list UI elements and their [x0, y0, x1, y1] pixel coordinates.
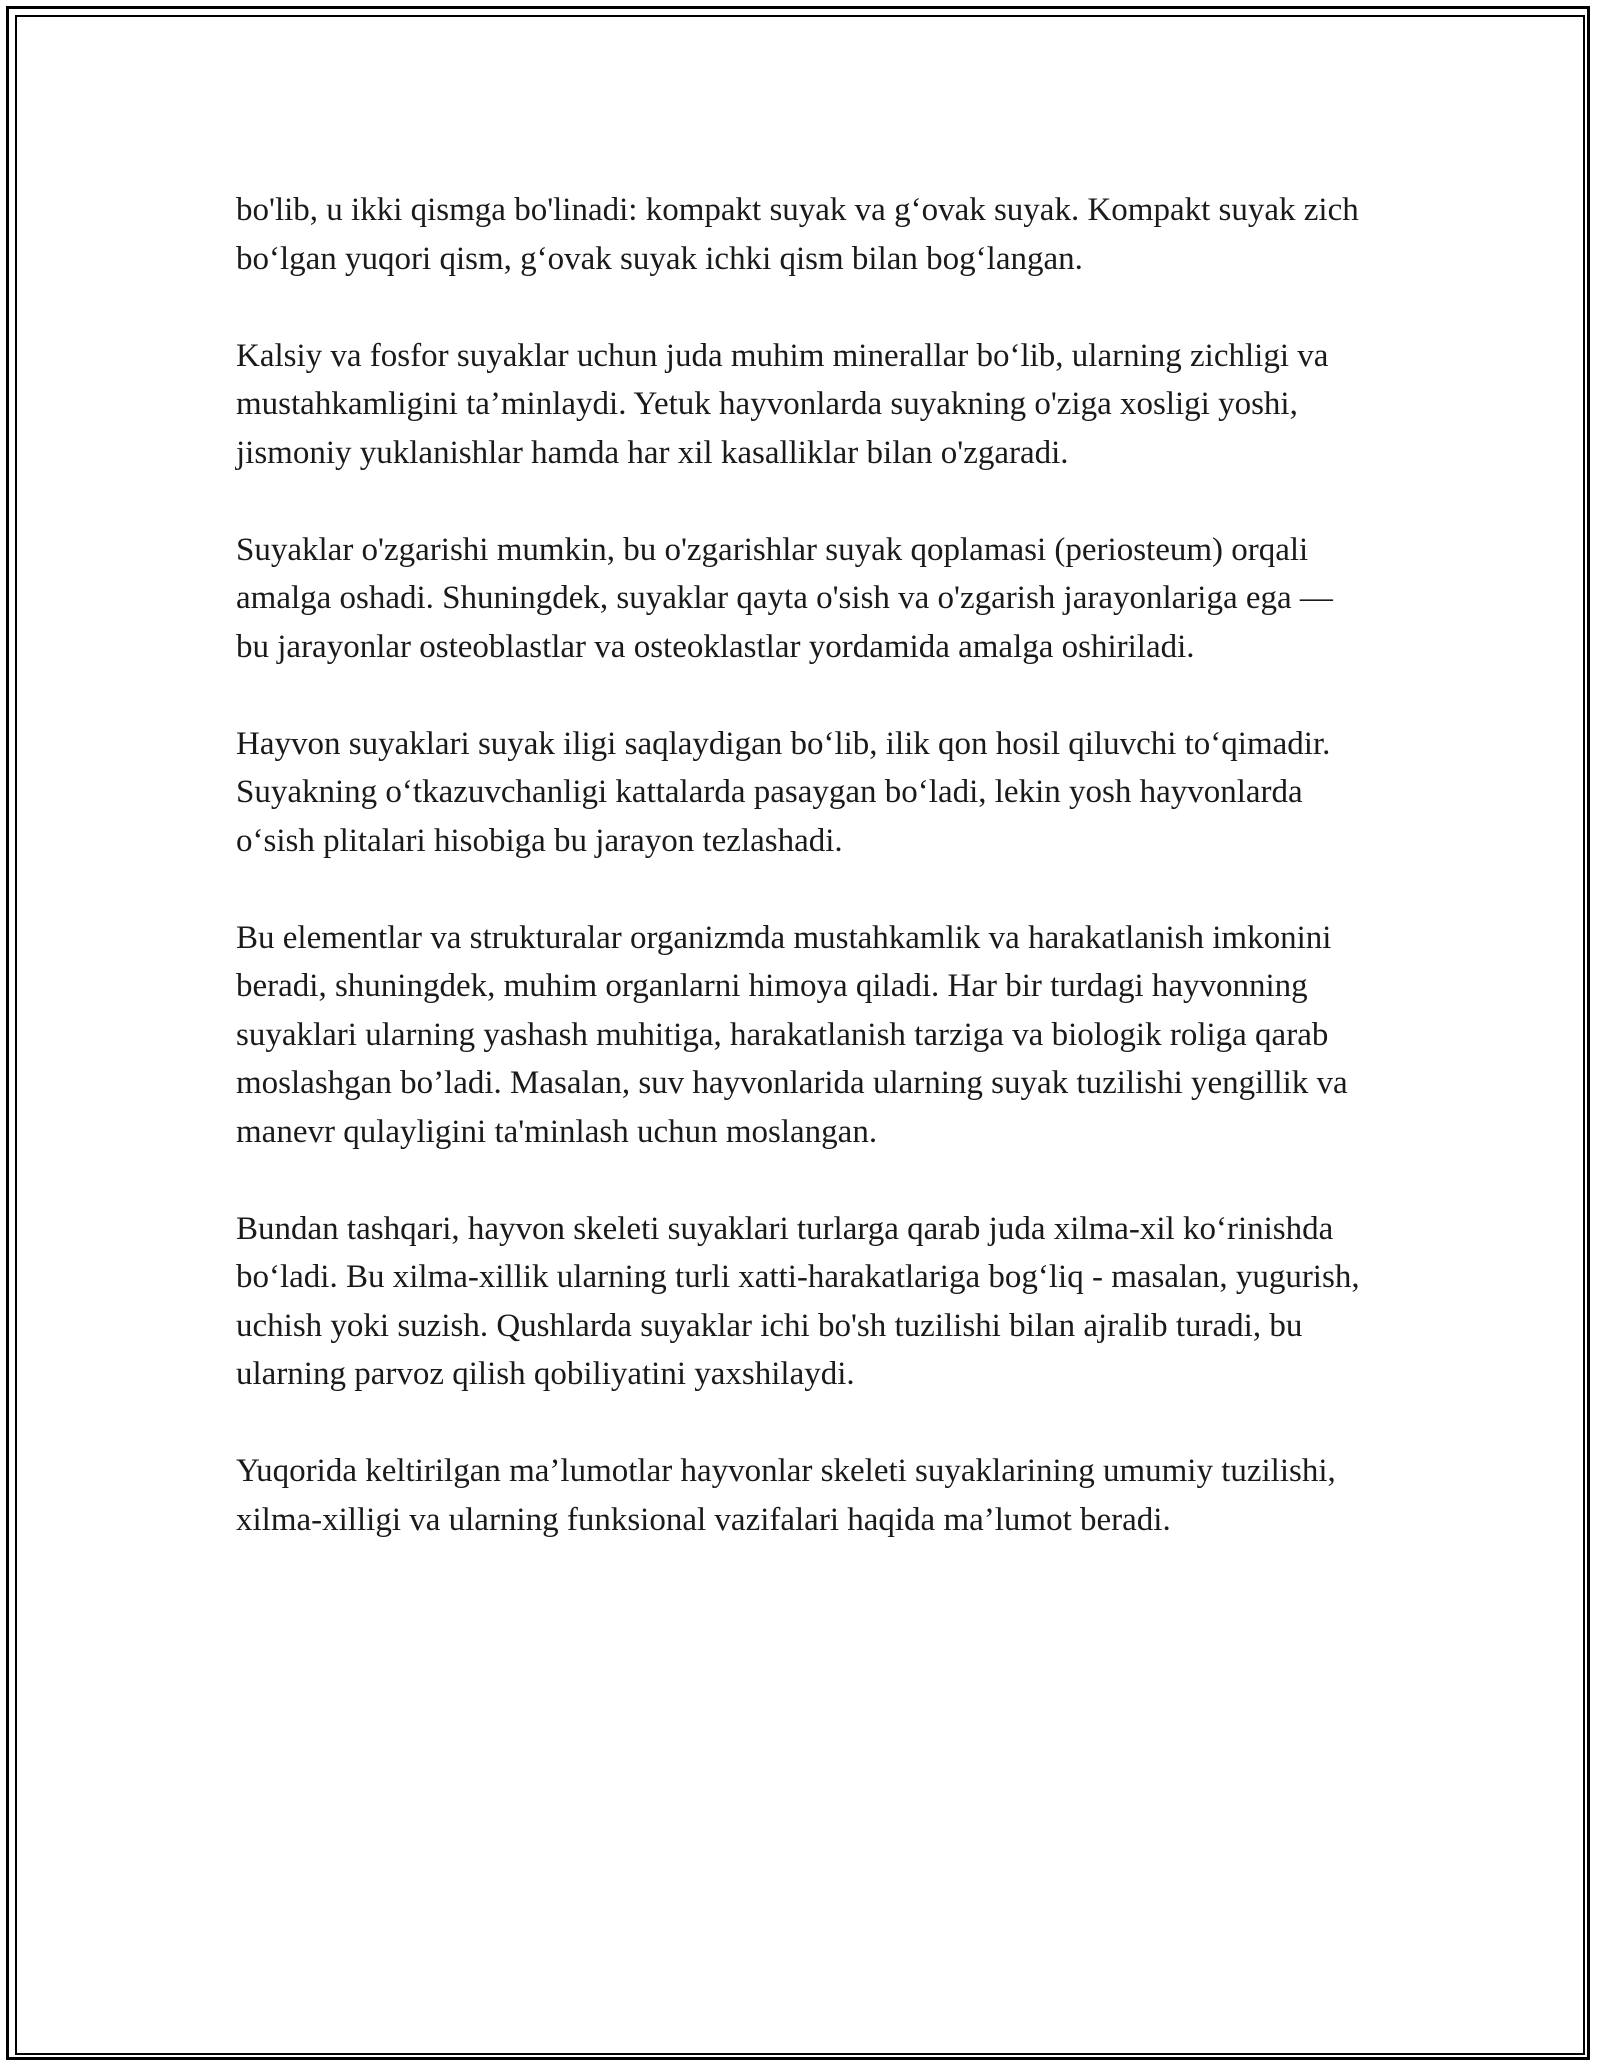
- paragraph-6: Bundan tashqari, hayvon skeleti suyaklari turlarga qarab juda xilma-xil ko‘rinishda bo‘ladi. Bu xilma-xillik ularning turli xatti-harakatlariga bog‘liq - masalan, yugurish, uchish yoki suzish. Qushlarda suyaklar ichi bo'sh tuzilishi bilan ajralib turadi, bu ularning parvoz qilish qobiliyatini yaxshilaydi.: [236, 1210, 1360, 1392]
- paragraph-3: Suyaklar o'zgarishi mumkin, bu o'zgarishlar suyak qoplamasi (periosteum) orqali amalga oshadi. Shuningdek, suyaklar qayta o'sish va o'zgarish jarayonlariga ega — bu jarayonlar osteoblastlar va osteoklastlar yordamida amalga oshiriladi.: [236, 531, 1333, 665]
- paragraph-4: Hayvon suyaklari suyak iligi saqlaydigan bo‘lib, ilik qon hosil qiluvchi to‘qimadir. Suyakning o‘tkazuvchanligi kattalarda pasaygan bo‘ladi, lekin yosh hayvonlarda o‘sish plitalari hisobiga bu jarayon tezlashadi.: [236, 725, 1331, 859]
- paragraph-2: Kalsiy va fosfor suyaklar uchun juda muhim minerallar bo‘lib, ularning zichligi va mustahkamligini ta’minlaydi. Yetuk hayvonlarda suyakning o'ziga xosligi yoshi, jismoniy yuklanishlar hamda har xil kasalliklar bilan o'zgaradi.: [236, 337, 1329, 471]
- paragraph-5: Bu elementlar va strukturalar organizmda mustahkamlik va harakatlanish imkonini beradi, shuningdek, muhim organlarni himoya qiladi. Har bir turdagi hayvonning suyaklari ularning yashash muhitiga, harakatlanish tarziga va biologik roliga qarab moslashgan bo’ladi. Masalan, suv hayvonlarida ularning suyak tuzilishi yengillik va manevr qulayligini ta'minlash uchun moslangan.: [236, 919, 1348, 1150]
- paragraph-7: Yuqorida keltirilgan ma’lumotlar hayvonlar skeleti suyaklarining umumiy tuzilishi, xilma-xilligi va ularning funksional vazifalari haqida ma’lumot beradi.: [236, 1453, 1336, 1538]
- paragraph-1: bo'lib, u ikki qismga bo'linadi: kompakt suyak va g‘ovak suyak. Kompakt suyak zich bo‘lgan yuqori qism, g‘ovak suyak ichki qism bilan bog‘langan.: [236, 192, 1359, 277]
- document-body: [236, 186, 1361, 1593]
